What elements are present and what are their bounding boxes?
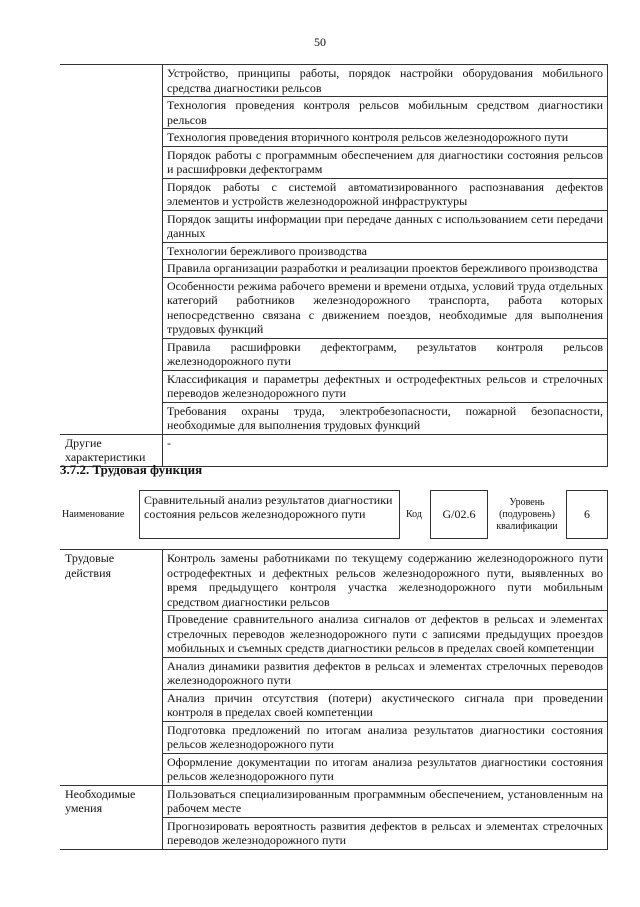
name-label: Наименование <box>62 509 125 520</box>
knowledge-item: Технологии бережливого производства <box>163 242 608 260</box>
knowledge-item: Правила организации разработки и реализации проектов бережливого производства <box>163 260 608 278</box>
labor-actions-label: Трудовые действия <box>61 550 163 786</box>
knowledge-table <box>60 64 608 467</box>
labor-action-item: Анализ причин отсутствия (потери) акустического сигнала при проведении контроля в пределах своей компетенции <box>163 689 608 721</box>
knowledge-item: Особенности режима рабочего времени и времени отдыха, условий труда отдельных категорий работников железнодорожного транспорта, работа которых непосредственно связана с движением поездов, необходимые для выполнения трудовых функций <box>163 277 608 338</box>
knowledge-item: Порядок защиты информации при передаче данных с использованием сети передачи данных <box>163 210 608 242</box>
labor-action-item: Анализ динамики развития дефектов в рельсах и элементах стрелочных переводов железнодорожного пути <box>163 657 608 689</box>
code-label: Код <box>406 509 422 520</box>
labor-action-item: Оформление документации по итогам анализа результатов диагностики состояния рельсов железнодорожного пути <box>163 753 608 785</box>
knowledge-item: Порядок работы с системой автоматизированного распознавания дефектов элементов и устройств железнодорожной инфраструктуры <box>163 178 608 210</box>
required-skills-label: Необходимые умения <box>61 785 163 849</box>
other-characteristics-value: - <box>163 434 608 466</box>
labor-action-item: Контроль замены работниками по текущему содержанию железнодорожного пути остродефектных и дефектных рельсов железнодорожного пути, выявленных во время предыдущего контроля участка железнодорожного пути мобильным средством диагностики рельсов <box>163 550 608 611</box>
knowledge-item: Порядок работы с программным обеспечением для диагностики состояния рельсов и расшифровки дефектограмм <box>163 146 608 178</box>
skill-item: Пользоваться специализированным программным обеспечением, установленным на рабочем месте <box>163 785 608 817</box>
qualification-level-box: 6 <box>566 490 608 539</box>
code-box: G/02.6 <box>430 490 488 539</box>
table-row <box>61 550 608 611</box>
table-row <box>61 65 608 97</box>
knowledge-item: Технология проведения контроля рельсов мобильным средством диагностики рельсов <box>163 97 608 129</box>
knowledge-item: Правила расшифровки дефектограмм, результатов контроля рельсов железнодорожного пути <box>163 338 608 370</box>
skill-item: Прогнозировать вероятность развития дефектов в рельсах и элементах стрелочных переводов железнодорожного пути <box>163 817 608 849</box>
knowledge-item: Требования охраны труда, электробезопасности, пожарной безопасности, необходимые для выполнения трудовых функций <box>163 402 608 434</box>
labor-action-item: Подготовка предложений по итогам анализа результатов диагностики состояния рельсов железнодорожного пути <box>163 721 608 753</box>
table-row <box>61 785 608 817</box>
actions-skills-table <box>60 549 608 850</box>
section-title: 3.7.2. Трудовая функция <box>60 462 203 477</box>
knowledge-item: Технология проведения вторичного контроля рельсов железнодорожного пути <box>163 129 608 147</box>
labor-action-item: Проведение сравнительного анализа сигналов от дефектов в рельсах и элементах стрелочных переводов железнодорожного пути с записями предыдущих проездов мобильных и съемных средств диагностики рельсов в пределах своей компетенции <box>163 611 608 658</box>
page-number: 50 <box>314 35 326 49</box>
knowledge-item: Классификация и параметры дефектных и остродефектных рельсов и стрелочных переводов железнодорожного пути <box>163 370 608 402</box>
function-name-box: Сравнительный анализ результатов диагностики состояния рельсов железнодорожного пути <box>139 490 400 539</box>
qualification-level-label: Уровень (подуровень) квалификации <box>496 497 558 532</box>
other-characteristics-label: Другие характеристики <box>61 434 163 466</box>
knowledge-label-cell <box>61 65 163 435</box>
knowledge-item: Устройство, принципы работы, порядок настройки оборудования мобильного средства диагностики рельсов <box>163 65 608 97</box>
